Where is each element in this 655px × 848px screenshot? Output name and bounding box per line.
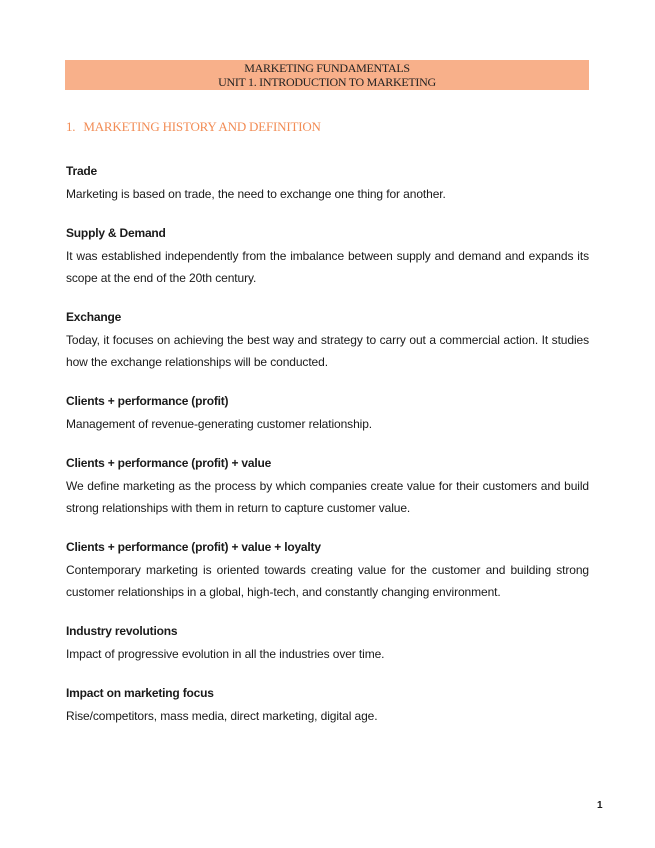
block-heading: Clients + performance (profit) + value + loyalty	[66, 540, 321, 554]
content-block-clients-performance-value	[66, 455, 589, 519]
block-text: It was established independently from the imbalance between supply and demand and expands its scope at the end of the 20th century.	[66, 249, 589, 285]
section-title	[66, 119, 321, 135]
block-heading: Trade	[66, 164, 98, 178]
block-heading: Exchange	[66, 310, 122, 324]
block-text: Marketing is based on trade, the need to exchange one thing for another.	[66, 187, 446, 201]
block-text: Today, it focuses on achieving the best way and strategy to carry out a commercial action. It studies how the exchange relationships will be conducted.	[66, 333, 589, 369]
content-body	[66, 163, 589, 727]
unit-title: UNIT 1. INTRODUCTION TO MARKETING	[218, 75, 436, 89]
content-block-marketing-focus	[66, 685, 589, 727]
section-number: 1.	[66, 119, 76, 134]
block-heading: Clients + performance (profit)	[66, 394, 229, 408]
block-heading: Impact on marketing focus	[66, 686, 214, 700]
course-title: MARKETING FUNDAMENTALS	[244, 61, 410, 75]
block-text: Impact of progressive evolution in all the industries over time.	[66, 647, 385, 661]
content-block-supply-demand	[66, 225, 589, 289]
content-block-industry-revolutions	[66, 623, 589, 665]
block-text: Contemporary marketing is oriented towards creating value for the customer and building strong customer relationships in a global, high-tech, and constantly changing environment.	[66, 563, 589, 599]
block-text: Rise/competitors, mass media, direct marketing, digital age.	[66, 709, 378, 723]
block-text: Management of revenue-generating customer relationship.	[66, 417, 373, 431]
block-text: We define marketing as the process by which companies create value for their customers and build strong relationships with them in return to capture customer value.	[66, 479, 589, 515]
block-heading: Supply & Demand	[66, 226, 166, 240]
content-block-exchange	[66, 309, 589, 373]
document-header-banner	[65, 60, 589, 90]
block-heading: Industry revolutions	[66, 624, 178, 638]
block-heading: Clients + performance (profit) + value	[66, 456, 272, 470]
content-block-trade	[66, 163, 589, 205]
page-number: 1	[597, 800, 603, 811]
content-block-clients-performance-value-loyalty	[66, 539, 589, 603]
section-title-text: MARKETING HISTORY AND DEFINITION	[83, 119, 321, 134]
content-block-clients-performance	[66, 393, 589, 435]
